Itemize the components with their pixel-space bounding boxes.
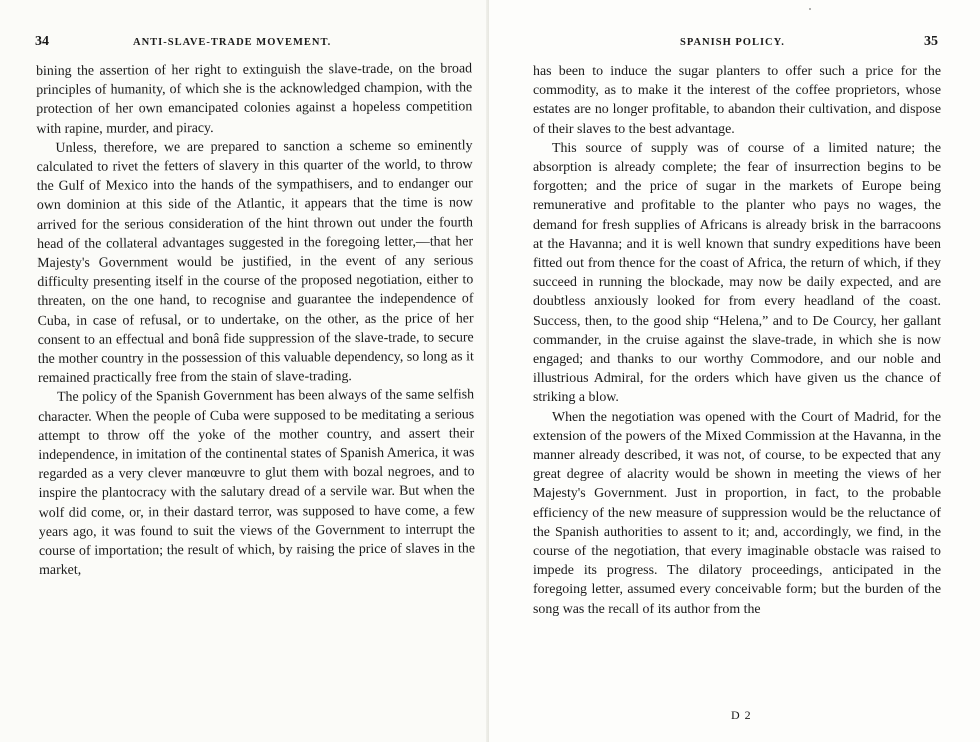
page-number: 34 [35,34,49,49]
running-head: SPANISH POLICY. [680,37,785,48]
paragraph: This source of supply was of course of a limited nature; the absorption is already complete; the fear of insurrection begins to be forgotten; and the price of sugar in the markets of Europe being remunerative and profitable to the planter who pays no wages, the demand for fresh supplies of Africans is already brisk in the barracoons at the Havanna; and it is well known that sundry expeditions have been fitted out from thence for the coast of Africa, the return of which, if they succeed in running the blockade, may now be daily expected, and are doubtless anxiously looked for from every headland of the coast. Success, then, to the good ship “Helena,” and to De Courcy, her gallant commander, in the cruise against the slave-trade, in which she is now engaged; and thanks to our worthy Commodore, and our noble and illustrious Admiral, for the orders which have given us the chance of striking a blow. [533,140,941,406]
running-head: ANTI-SLAVE-TRADE MOVEMENT. [133,37,332,48]
paragraph: The policy of the Spanish Government has been always of the same selfish character. When the people of Cuba were supposed to be meditating a serious attempt to throw off the yoke of the mother country, and assert their independence, in imitation of the continental states of Spanish America, it was regarded as a very clever manœuvre to glut them with bozal negroes, and to inspire the plantocracy with the salutary dread of a servile war. But when the wolf did come, or, in their dastard terror, was supposed to have come, a few years ago, it was found to suit the views of the Government to interrupt the course of importation; the result of which, by raising the price of slaves in the market, [38,387,476,579]
text-column [36,59,475,580]
text-column [533,62,941,619]
paragraph: has been to induce the sugar planters to offer such a price for the commodity, as to make it the interest of the coffee proprietors, whose estates are no longer profitable, to abandon their cultivation, and dispose of their slaves to the best advantage. [533,64,941,137]
page-number: 35 [924,34,938,49]
right-page [489,0,980,742]
paragraph: When the negotiation was opened with the Court of Madrid, for the extension of the powers of the Mixed Commission at the Havanna, in the manner already described, it was not, of course, to be expected that any great degree of alacrity would be shown in meeting the views of her Majesty's Government. Just in proportion, in fact, to the probable efficiency of the new measure of suppression would be the reluctance of the Spanish authorities to assent to it; and, accordingly, we find, in the course of the negotiation, that every imaginable obstacle was raised to impede its progress. The dilatory proceedings, anticipated in the foregoing letter, assumed every conceivable form; but the burden of the song was the recall of its author from the [533,409,941,617]
left-page [0,0,489,742]
signature-mark: D 2 [731,708,752,722]
paper-speck [809,8,811,10]
paragraph: Unless, therefore, we are prepared to sanction a scheme so eminently calculated to rivet the fetters of slavery in this quarter of the world, to throw the Gulf of Mexico into the hands of the sympathisers, and to endanger our own dominion at this side of the Atlantic, it appears that the time is now arrived for the serious consideration of the hint thrown out under the fourth head of the collateral advantages suggested in the foregoing letter,—that her Majesty's Government would be justified, in the event of any serious difficulty presenting itself in the course of the proposed negotiation, either to threaten, on the one hand, to recognise and guarantee the independence of Cuba, in case of refusal, or to undertake, on the other, as the price of her consent to an effectual and bonâ fide suppression of the slave-trade, to secure the mother country in the possession of this valuable dependency, so long as it remained practically free from the stain of slave-trading. [36,138,474,387]
paragraph: bining the assertion of her right to extinguish the slave-trade, on the broad principles of humanity, of which she is the acknowledged champion, with the protection of her own emancipated colonies against a hopeless competition with rapine, murder, and piracy. [36,61,473,137]
